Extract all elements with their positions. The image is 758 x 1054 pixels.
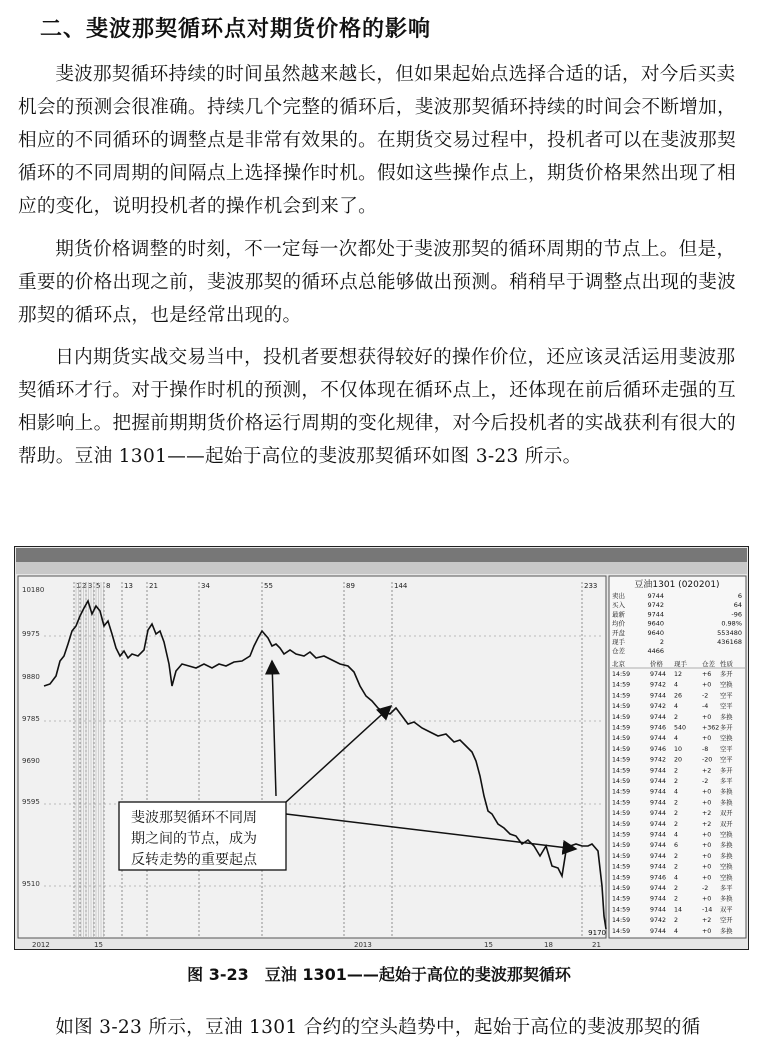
tick-cell: -8	[702, 745, 709, 753]
quote-value: 9744	[647, 610, 664, 619]
tick-cell: 空平	[720, 703, 733, 711]
y-tick-label: 9785	[22, 715, 40, 723]
tick-cell: 14	[674, 906, 683, 914]
tick-cell: 14:59	[612, 799, 631, 807]
quote-label: 买入	[612, 601, 625, 610]
tick-cell: 2	[674, 820, 679, 828]
tick-cell: 4	[674, 735, 679, 743]
tick-cell: 2	[674, 799, 679, 807]
cycle-label: 1	[76, 582, 81, 590]
quote-label: 卖出	[612, 592, 625, 600]
tick-cell: 多开	[720, 671, 733, 678]
tick-cell: 9744	[650, 810, 667, 818]
tick-cell: 2	[674, 767, 679, 775]
quote-value: 9640	[647, 619, 664, 628]
tick-cell: 9744	[650, 692, 667, 700]
tick-cell: 9746	[650, 724, 667, 732]
tick-cell: -20	[702, 756, 713, 764]
tick-cell: +0	[702, 735, 712, 743]
tick-cell: +0	[702, 874, 712, 882]
tick-cell: 14:59	[612, 852, 631, 860]
section-title: 二、斐波那契循环点对期货价格的影响	[40, 17, 432, 42]
quote-extra: 0.98%	[721, 619, 742, 628]
quote-value: 9742	[647, 601, 664, 610]
tick-cell: 9744	[650, 906, 667, 914]
tick-cell: 9744	[650, 788, 667, 796]
tick-cell: 9742	[650, 917, 667, 925]
tick-cell: 9746	[650, 745, 667, 753]
tick-cell: 14:59	[612, 906, 631, 914]
tick-header: 价格	[650, 660, 663, 668]
tick-header: 性质	[720, 660, 733, 668]
quote-value: 9744	[647, 592, 664, 600]
tick-cell: +0	[702, 799, 712, 807]
quote-extra: 64	[733, 601, 742, 610]
tick-cell: 多开	[720, 767, 733, 775]
tick-cell: 9744	[650, 799, 667, 807]
quote-label: 现手	[612, 638, 625, 646]
callout-line-2: 期之间的节点，成为	[131, 831, 257, 847]
tick-cell: -2	[702, 885, 709, 892]
tick-cell: 14:59	[612, 724, 631, 732]
tick-cell: 14:59	[612, 735, 631, 743]
tick-cell: 9744	[650, 767, 667, 775]
x-tick-label: 2013	[354, 941, 372, 949]
tick-cell: 14:59	[612, 681, 631, 689]
low-price-label: 9170	[588, 929, 606, 937]
tick-cell: 4	[674, 874, 679, 882]
tick-cell: 4	[674, 681, 679, 689]
tick-cell: 多开	[720, 724, 733, 732]
figure-3-23	[14, 546, 749, 950]
cycle-label: 55	[264, 582, 273, 590]
tick-cell: 9746	[650, 874, 667, 882]
quote-label: 均价	[612, 619, 625, 628]
tick-cell: 多换	[720, 852, 733, 860]
tick-cell: 双开	[720, 820, 733, 828]
quote-extra: 6	[737, 592, 742, 600]
tick-cell: 540	[674, 724, 687, 732]
quote-label: 最新	[612, 610, 625, 619]
tick-cell: 14:59	[612, 863, 631, 871]
callout-line-3: 反转走势的重要起点	[131, 852, 257, 868]
tick-cell: +0	[702, 863, 712, 871]
tick-cell: 2	[674, 713, 679, 721]
tick-cell: -2	[702, 778, 709, 785]
tick-cell: +2	[702, 767, 712, 775]
cycle-label: 5	[96, 582, 101, 590]
quote-label: 开盘	[612, 628, 625, 637]
tick-cell: 14:59	[612, 831, 631, 839]
quote-label: 仓差	[612, 647, 625, 656]
cycle-label: 13	[124, 582, 133, 590]
tick-cell: +0	[702, 895, 712, 903]
tick-cell: 2	[674, 852, 679, 860]
tick-cell: 14:59	[612, 810, 631, 818]
tick-cell: 12	[674, 671, 683, 678]
tick-cell: 6	[674, 842, 679, 850]
cycle-label: 2	[82, 582, 87, 590]
tick-cell: 14:59	[612, 692, 631, 700]
tick-cell: 4	[674, 788, 679, 796]
tick-cell: 14:59	[612, 671, 631, 678]
tick-cell: 多换	[720, 799, 733, 807]
cycle-label: 89	[346, 582, 355, 590]
tick-cell: 2	[674, 895, 679, 903]
tick-cell: 4	[674, 927, 679, 935]
x-tick-label: 15	[94, 941, 103, 949]
tick-cell: 9744	[650, 842, 667, 850]
tick-cell: 4	[674, 703, 679, 711]
tick-cell: +0	[702, 788, 712, 796]
figure-caption: 图 3-23 豆油 1301——起始于高位的斐波那契循环	[187, 965, 571, 984]
y-tick-label: 9595	[22, 798, 40, 806]
tick-cell: 2	[674, 778, 679, 785]
tick-cell: 双开	[720, 810, 733, 818]
tick-cell: 14:59	[612, 874, 631, 882]
y-tick-label: 9690	[22, 757, 40, 765]
tick-cell: 9742	[650, 681, 667, 689]
tick-cell: 10	[674, 745, 683, 753]
bottom-paragraph: 如图 3-23 所示，豆油 1301 合约的空头趋势中，起始于高位的斐波那契的循	[55, 1017, 701, 1038]
x-tick-label: 15	[484, 941, 493, 949]
quote-extra: 553480	[717, 628, 742, 637]
quote-panel-title: 豆油1301 (020201)	[634, 580, 720, 590]
tick-cell: 20	[674, 756, 683, 764]
paragraph-3: 日内期货实战交易当中，投机者要想获得较好的操作价位，还应该灵活运用斐波那契循环才行。对于操作时机的预测，不仅体现在循环点上，还体现在前后循环走强的互相影响上。把握前期期货价格运行周期的变化规律，对今后投机者的实战获利有很大的帮助。豆油 1301——起始于高位的斐波那契循环如图 3-23 所示。	[18, 347, 736, 467]
tick-cell: 多换	[720, 713, 733, 721]
tick-cell: 空平	[720, 692, 733, 700]
quote-value: 4466	[647, 647, 664, 656]
tick-cell: 空平	[720, 756, 733, 764]
tick-cell: 26	[674, 692, 683, 700]
tick-cell: 14:59	[612, 745, 631, 753]
chart-area	[18, 576, 606, 938]
tick-cell: 14:59	[612, 713, 631, 721]
tick-cell: 多平	[720, 778, 733, 785]
tick-cell: 9744	[650, 885, 667, 892]
tick-cell: 9744	[650, 671, 667, 678]
tick-header: 仓差	[702, 660, 715, 668]
tick-cell: 14:59	[612, 885, 631, 892]
cycle-label: 144	[394, 582, 408, 590]
tick-cell: 9742	[650, 703, 667, 711]
tick-header: 现手	[674, 660, 687, 668]
tick-cell: 9744	[650, 831, 667, 839]
paragraph-1: 斐波那契循环持续的时间虽然越来越长，但如果起始点选择合适的话，对今后买卖机会的预测会很准确。持续几个完整的循环后，斐波那契循环持续的时间会不断增加，相应的不同循环的调整点是非常有效果的。在期货交易过程中，投机者可以在斐波那契循环的不同周期的间隔点上选择操作时机。假如这些操作点上，期货价格果然出现了相应的变化，说明投机者的操作机会到来了。	[18, 64, 736, 217]
tick-cell: 4	[674, 831, 679, 839]
tick-cell: 多平	[720, 885, 733, 892]
x-tick-label: 21	[592, 941, 601, 949]
tick-cell: 多换	[720, 895, 733, 903]
tick-cell: +0	[702, 842, 712, 850]
cycle-label: 8	[106, 582, 111, 590]
tick-cell: 空换	[720, 863, 733, 871]
tick-cell: 9744	[650, 713, 667, 721]
cycle-label: 21	[149, 582, 158, 590]
tick-cell: 9744	[650, 778, 667, 785]
tick-cell: 14:59	[612, 703, 631, 711]
tick-cell: +0	[702, 927, 712, 935]
x-tick-label: 2012	[32, 941, 50, 949]
tick-cell: +2	[702, 917, 712, 925]
tick-cell: 空换	[720, 735, 733, 743]
tick-cell: 2	[674, 885, 679, 892]
y-tick-label: 9880	[22, 673, 40, 681]
quote-extra: -96	[731, 610, 742, 619]
tick-cell: 14:59	[612, 927, 631, 935]
tick-cell: 14:59	[612, 895, 631, 903]
quote-extra: 436168	[717, 638, 742, 646]
tick-cell: 2	[674, 810, 679, 818]
tick-cell: 14:59	[612, 917, 631, 925]
y-tick-label: 10180	[22, 586, 45, 594]
tick-cell: +0	[702, 852, 712, 860]
tick-cell: +0	[702, 831, 712, 839]
cycle-label: 3	[88, 582, 93, 590]
cycle-label: 233	[584, 582, 598, 590]
quote-value: 2	[659, 638, 664, 646]
tick-cell: 9744	[650, 863, 667, 871]
tick-cell: 9744	[650, 820, 667, 828]
tick-cell: +0	[702, 713, 712, 721]
tick-cell: 空换	[720, 831, 733, 839]
tick-cell: 9744	[650, 927, 667, 935]
window-titlebar	[16, 548, 747, 562]
tick-cell: 多换	[720, 788, 733, 796]
tick-cell: 14:59	[612, 778, 631, 785]
price-chart-screenshot	[14, 546, 749, 950]
tick-cell: 空平	[720, 745, 733, 753]
tick-cell: +2	[702, 820, 712, 828]
tick-cell: 2	[674, 917, 679, 925]
tick-cell: +2	[702, 810, 712, 818]
callout-line-1: 斐波那契循环不同周	[131, 810, 257, 826]
tick-cell: 空换	[720, 681, 733, 689]
y-tick-label: 9975	[22, 630, 40, 638]
tick-header: 北京	[612, 660, 625, 668]
tick-cell: 多换	[720, 927, 733, 935]
tick-cell: 空换	[720, 874, 733, 882]
tick-cell: 多换	[720, 842, 733, 850]
window-toolbar	[16, 562, 747, 574]
x-tick-label: 18	[544, 941, 553, 949]
tick-cell: 2	[674, 863, 679, 871]
tick-cell: 9742	[650, 756, 667, 764]
tick-cell: 空开	[720, 917, 733, 925]
tick-cell: 9744	[650, 895, 667, 903]
tick-cell: 14:59	[612, 820, 631, 828]
tick-cell: +6	[702, 671, 712, 678]
tick-cell: 9744	[650, 735, 667, 743]
tick-cell: +0	[702, 681, 712, 689]
cycle-label: 34	[201, 582, 210, 590]
paragraph-2: 期货价格调整的时刻，不一定每一次都处于斐波那契的循环周期的节点上。但是，重要的价格出现之前，斐波那契的循环点总能够做出预测。稍稍早于调整点出现的斐波那契的循环点，也是经常出现的。	[18, 239, 736, 326]
tick-cell: 双平	[720, 906, 733, 914]
tick-cell: -2	[702, 692, 709, 700]
tick-cell: 14:59	[612, 756, 631, 764]
y-tick-label: 9510	[22, 880, 40, 888]
tick-cell: 14:59	[612, 842, 631, 850]
tick-cell: 9744	[650, 852, 667, 860]
tick-cell: -4	[702, 703, 709, 711]
tick-cell: 14:59	[612, 767, 631, 775]
tick-cell: +362	[702, 724, 720, 732]
quote-value: 9640	[647, 628, 664, 637]
tick-cell: -14	[702, 906, 713, 914]
tick-cell: 14:59	[612, 788, 631, 796]
